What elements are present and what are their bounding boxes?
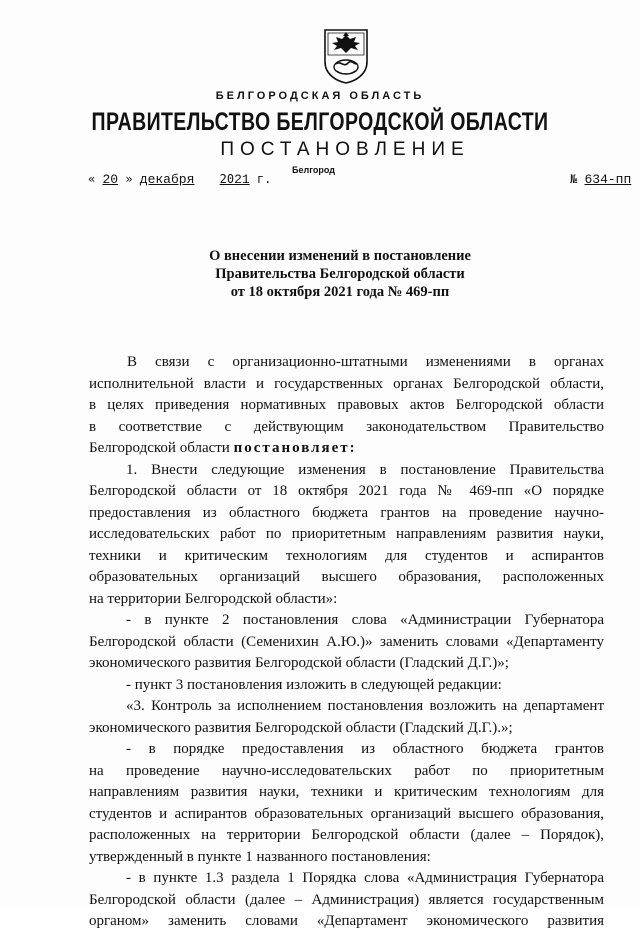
government-name: ПРАВИТЕЛЬСТВО БЕЛГОРОДСКОЙ ОБЛАСТИ	[91, 108, 549, 136]
date-month: декабря	[139, 172, 195, 187]
title-line: от 18 октября 2021 года № 469-пп	[230, 284, 450, 300]
title-line: Правительства Белгородской области	[215, 266, 465, 282]
text-line: Белгородской области (Семенихин А.Ю.)» заменить словами «Департаменту	[89, 633, 604, 650]
text-line: утвержденный в пункте 1 названного постановления:	[89, 848, 431, 865]
document-body	[89, 352, 604, 933]
text-line: - в пункте 1.3 раздела 1 Порядка слова «Администрация Губернатора	[126, 870, 604, 886]
text-line: на проведение научно-исследовательских работ по приоритетным	[89, 762, 604, 779]
coat-of-arms-icon	[322, 28, 370, 84]
date-close-quote: »	[125, 172, 133, 186]
text-line: экономического развития Белгородской области (Гладский Д.Г.).»;	[89, 719, 513, 736]
region-name: БЕЛГОРОДСКАЯ ОБЛАСТЬ	[215, 90, 425, 102]
date-year-prefix: 20	[219, 172, 235, 186]
text-line: органом» заменить словами «Департамент экономического развития	[89, 913, 604, 929]
text-line: техники и критическим технологиям для студентов и аспирантов	[89, 547, 604, 564]
text-line: 1. Внести следующие изменения в постановление Правительства	[126, 461, 604, 478]
text-line: экономического развития Белгородской области (Гладский Д.Г.)»;	[89, 655, 509, 671]
text-line: «3. Контроль за исполнением постановления возложить на департамент	[126, 698, 604, 714]
text-line: на территории Белгородской области»:	[89, 590, 338, 607]
document-number: 634-пп	[584, 172, 632, 187]
text-line: исследовательских работ по приоритетным направлениям развития науки,	[89, 526, 604, 542]
text-line: в целях приведения нормативных правовых актов Белгородской области	[89, 397, 604, 413]
text-line	[89, 438, 604, 460]
text-line: образовательных организаций высшего образования, расположенных	[89, 569, 604, 585]
text-line: - пункт 3 постановления изложить в следующей редакции:	[126, 676, 502, 693]
date-open-quote: «	[88, 172, 96, 186]
document-title	[0, 247, 640, 301]
text-line: Белгородской области от 18 октября 2021 года № 469-пп «О порядке	[89, 483, 604, 499]
city-name: Белгород	[292, 165, 335, 175]
text-fragment: Белгородской области	[89, 440, 230, 456]
resolution-word: постановляет:	[233, 440, 357, 456]
text-line: - в пункте 2 постановления слова «Администрации Губернатора	[126, 612, 604, 628]
date-year-mark: г.	[256, 172, 272, 186]
date-year-suffix: 21	[234, 172, 250, 187]
number-sign: №	[570, 172, 578, 186]
title-line: О внесении изменений в постановление	[209, 248, 471, 264]
text-line: - в порядке предоставления из областного бюджета грантов	[126, 741, 604, 757]
text-line: студентов и аспирантов образовательных организаций высшего образования,	[89, 805, 604, 822]
text-line: В связи с организационно-штатными изменениями в органах	[127, 354, 604, 370]
text-line: направлениям развития науки, техники и критическим технологиям для	[89, 784, 604, 800]
date-day: 20	[102, 172, 119, 187]
text-line: предоставления из областного бюджета грантов на проведение научно-	[89, 504, 604, 521]
text-line: исполнительной власти и государственных органах Белгородской области,	[89, 375, 604, 392]
text-line: Белгородской области (далее – Администрация) является государственным	[89, 891, 604, 908]
text-line: в соответствие с действующим законодательством Правительство	[89, 418, 604, 435]
text-line: расположенных на территории Белгородской области (далее – Порядок),	[89, 827, 604, 843]
document-type: ПОСТАНОВЛЕНИЕ	[220, 139, 470, 160]
document-number-line	[570, 172, 631, 187]
date-line	[88, 172, 271, 187]
